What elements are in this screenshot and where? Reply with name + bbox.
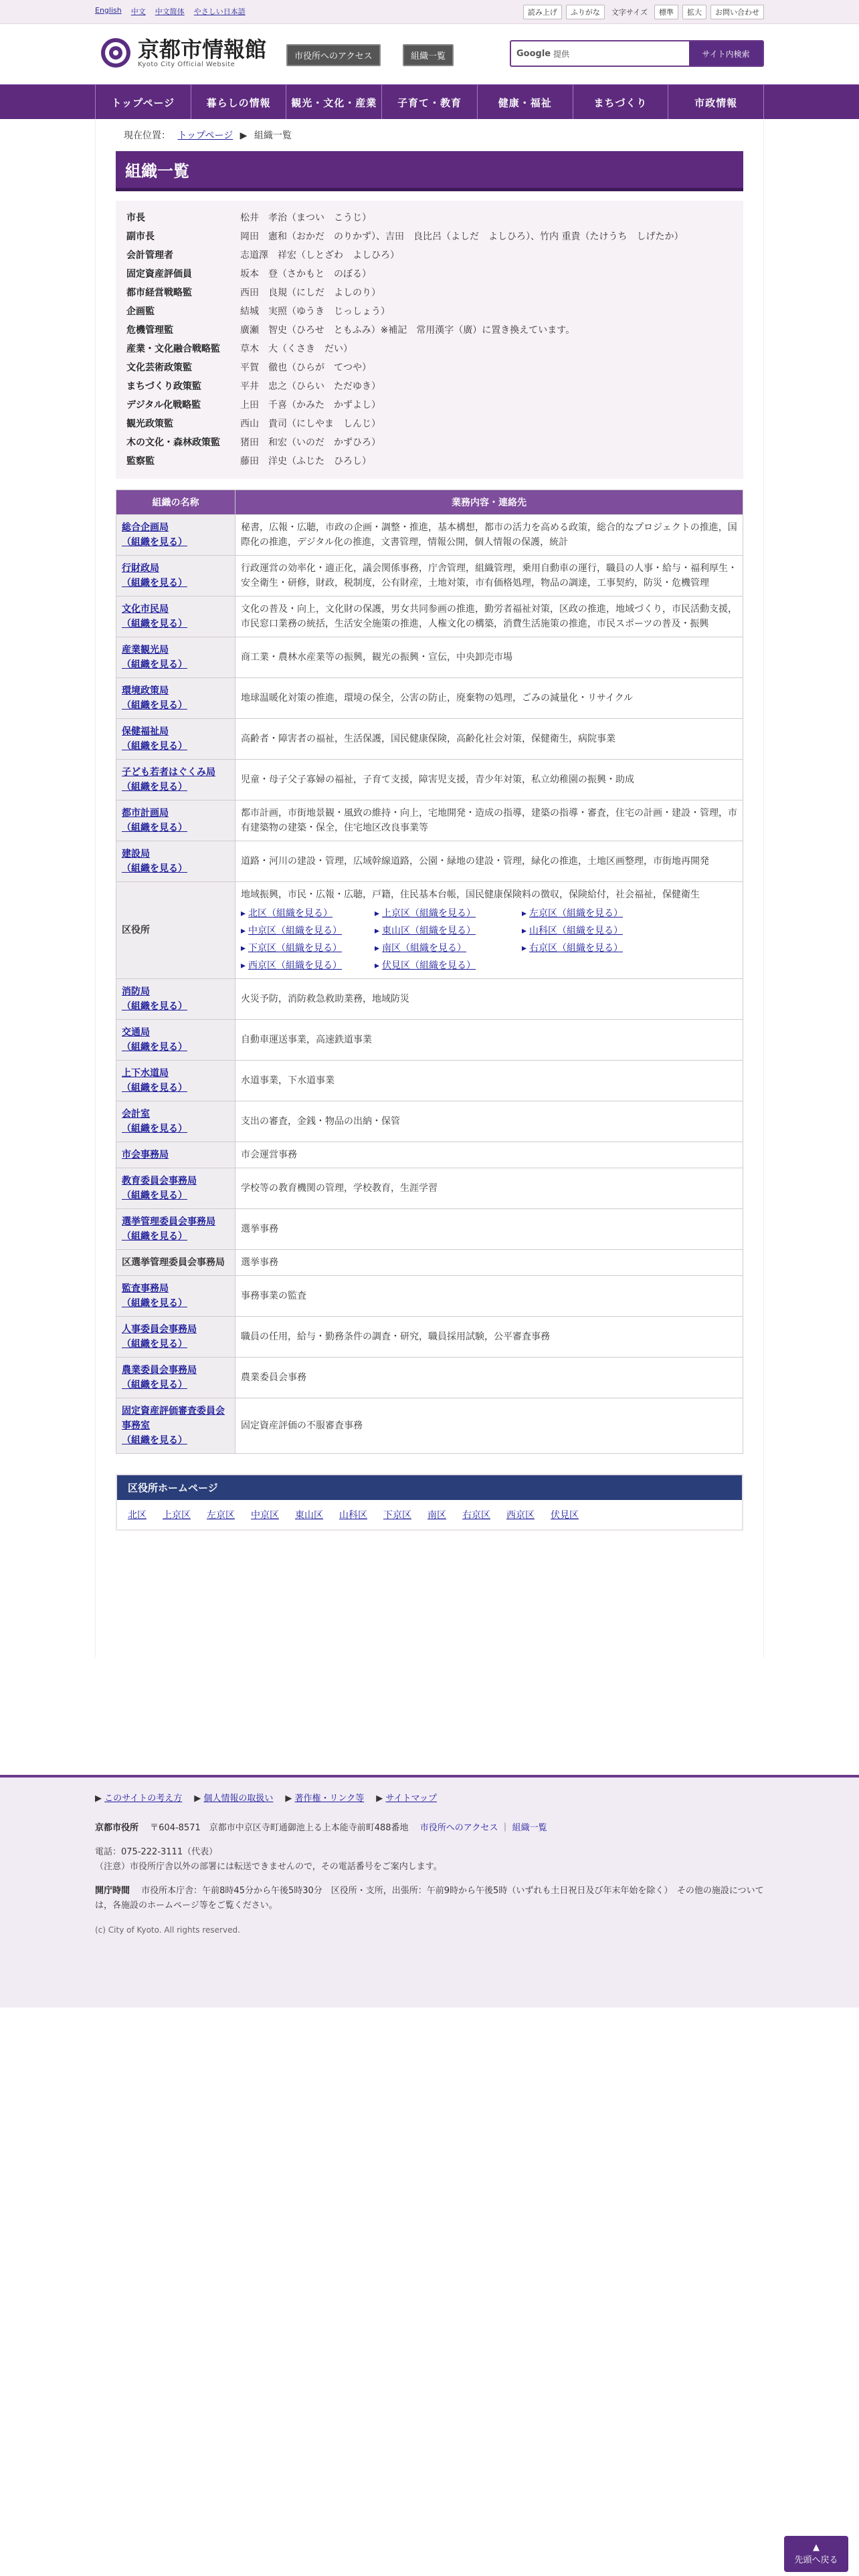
ward-homepage-box [116,1474,743,1531]
ward-link[interactable]: 左京区（組織を見る） [529,908,624,919]
org-name-cell [116,841,235,882]
font-size-standard-button[interactable]: 標準 [654,5,678,19]
officer-title: 監察監 [126,456,155,467]
footer-hours-text: 市役所本庁舎：午前8時45分から午後5時30分 区役所・支所，出張所：午前9時から午後5時（いずれも土日祝日及び年末年始を除く） その他の施設については，各施設のホームページ等をご覧ください。 [95,1886,764,1911]
arrow-right-icon: ▸ [522,908,527,919]
org-desc-cell [235,800,743,841]
back-to-top-label: 先頭へ戻る [794,2555,838,2565]
org-desc: 火災予防，消防救急救助業務，地域防災 [241,994,409,1004]
org-name-cell [116,1276,235,1317]
officer-name: 坂本 登（さかもと のぼる） [240,269,371,280]
table-row [116,1101,743,1142]
footer-links [95,1791,764,1804]
ward-item [375,906,522,921]
officer-name: 上田 千喜（かみた かずよし） [240,400,381,411]
ward-item [522,941,656,956]
org-desc: 高齢者・障害者の福祉，生活保護，国民健康保険，高齢化社会対策，保健衛生，病院事業 [241,734,615,744]
org-desc-cell [235,1276,743,1317]
footer-hours [95,1884,764,1913]
officer-row [126,415,733,433]
arrow-right-icon: ▸ [522,943,527,954]
org-desc-cell [235,1209,743,1250]
back-to-top-button[interactable] [784,2536,848,2572]
google-label: Google [516,48,551,59]
ward-item [375,941,522,956]
org-desc: 地球温暖化対策の推進，環境の保全，公害の防止，廃棄物の処理，ごみの減量化・リサイクル [241,693,634,704]
org-desc-cell [235,597,743,637]
table-row [116,1358,743,1398]
ward-box-title: 区役所ホームページ [117,1475,742,1500]
org-view-link[interactable]: （組織を見る） [122,863,187,874]
officer-name: 平井 忠之（ひらい ただゆき） [240,381,381,392]
ward-link[interactable]: 北区（組織を見る） [248,908,333,919]
ward-link[interactable]: 下京区（組織を見る） [248,943,343,954]
org-name-link[interactable]: 固定資産評価審査委員会事務室 [122,1406,225,1431]
site-search [510,40,764,67]
org-view-link[interactable]: （組織を見る） [122,1380,187,1390]
org-table [116,490,743,1454]
ward-grid [241,906,737,973]
accessibility-tools [523,5,764,19]
ward-links [117,1500,742,1529]
org-name-cell [116,1168,235,1209]
org-desc: 道路・河川の建設・管理，広域幹線道路，公園・緑地の建設・管理，緑化の推進，土地区画整理，市街地再開発 [241,856,709,867]
officer-title: 市長 [126,213,145,223]
org-desc: 固定資産評価の不服審査事務 [241,1420,363,1431]
org-desc-cell [235,515,743,556]
officer-name: 草木 大（くさき だい） [240,344,353,354]
officer-row [126,452,733,471]
org-desc-cell [235,719,743,760]
site-title: 京都市情報館 [138,36,267,62]
org-desc-cell [235,882,743,979]
nav-item-city-info[interactable]: 市政情報 [668,85,764,120]
officer-row [126,340,733,358]
arrow-right-icon: ▸ [241,960,246,971]
arrow-right-icon: ▸ [375,926,380,936]
org-desc-cell [235,1061,743,1101]
footer-link-sitemap-text[interactable]: サイトマップ [385,1794,437,1804]
column-header-name: 組織の名称 [116,490,235,515]
org-name-cell [116,1101,235,1142]
ward-link[interactable]: 中京区（組織を見る） [248,926,343,936]
nav-item-top[interactable]: トップページ [95,85,191,120]
org-name-link[interactable]: 選挙管理委員会事務局 [122,1216,215,1227]
table-row [116,1142,743,1168]
footer-hours-label: 開庁時間 [95,1886,130,1896]
org-desc: 自動車運送事業，高速鉄道事業 [241,1035,372,1045]
org-view-link[interactable]: （組織を見る） [122,823,187,833]
officer-name: 廣瀬 智史（ひろせ ともふみ）※補記 常用漢字（廣）に置き換えています。 [240,325,575,336]
ward-link[interactable]: 山科区（組織を見る） [529,926,624,936]
org-name-link[interactable]: 消防局 [122,986,150,997]
officer-title: 文化芸術政策監 [126,362,192,373]
table-row [116,1020,743,1061]
table-row [116,1317,743,1358]
breadcrumb-current: 組織一覧 [254,130,292,141]
org-name-cell [116,800,235,841]
ward-homepage-link[interactable]: 中京区 [251,1510,279,1521]
arrow-right-icon: ▸ [241,943,246,954]
org-view-link[interactable]: （組織を見る） [122,537,187,548]
org-desc: 事務事業の監査 [241,1291,306,1301]
org-view-link[interactable]: （組織を見る） [122,619,187,629]
top-utility-bar [0,0,859,24]
nav-item-living[interactable]: 暮らしの情報 [191,85,287,120]
ward-item [241,958,375,973]
officer-row [126,209,733,227]
officers-list [116,201,743,479]
org-desc: 支出の審査，金銭・物品の出納・保管 [241,1116,400,1127]
officer-name: 藤田 洋史（ふじた ひろし） [240,456,371,467]
officer-row [126,302,733,321]
ward-homepage-link[interactable]: 北区 [128,1510,147,1521]
footer-link-policy-text[interactable]: このサイトの考え方 [104,1794,183,1804]
officer-title: 木の文化・森林政策監 [126,437,220,448]
table-row [116,979,743,1020]
table-row [116,841,743,882]
footer-link-copyright-text[interactable]: 著作権・リンク等 [294,1794,365,1804]
org-name-link[interactable]: 総合企画局 [122,522,169,533]
org-name-cell [116,1317,235,1358]
footer-link-copyright[interactable]: ▶ 著作権・リンク等 [285,1794,365,1804]
officer-name: 岡田 憲和（おかだ のりかず）、吉田 良比呂（よしだ よしひろ）、竹内 重貴（たけうち しげたか） [240,231,684,242]
footer-org-name: 京都市役所 [95,1823,139,1833]
footer-tel-block [95,1845,764,1874]
page-title: 組織一覧 [116,151,743,191]
footer-tel: 電話：075-222-3111（代表） [95,1847,218,1857]
main-content [95,119,764,1657]
officer-title: 副市長 [126,231,155,242]
ward-homepage-link[interactable]: 伏見区 [551,1510,579,1521]
arrow-right-icon: ▸ [241,926,246,936]
org-desc-cell [235,760,743,800]
footer-access-link[interactable]: 市役所へのアクセス [419,1823,498,1833]
nav-item-tourism[interactable]: 観光・文化・産業 [286,85,382,120]
table-row [116,1398,743,1454]
table-row [116,719,743,760]
org-view-link[interactable]: （組織を見る） [122,1298,187,1309]
org-name-cell [116,1209,235,1250]
org-name-cell [116,1061,235,1101]
arrow-right-icon: ▸ [375,960,380,971]
table-row [116,1276,743,1317]
arrow-up-icon: ▲ [813,2543,820,2553]
org-name-link[interactable]: 市会事務局 [122,1150,169,1160]
org-name-cell [116,1250,235,1276]
font-size-label: 文字サイズ [611,8,648,17]
org-desc: 地域振興，市民・広報・広聴，戸籍，住民基本台帳，国民健康保険料の徴収，保険給付，社会福祉，保健衛生 [241,889,700,900]
officer-row [126,321,733,340]
org-view-link[interactable]: （組織を見る） [122,1435,187,1446]
ward-link[interactable]: 南区（組織を見る） [382,943,467,954]
officer-title: 都市経営戦略監 [126,288,192,298]
org-view-link[interactable]: （組織を見る） [122,1083,187,1093]
org-desc-cell [235,979,743,1020]
officer-name: 結城 実照（ゆうき じっしょう） [240,306,390,317]
table-row [116,1209,743,1250]
arrow-right-icon: ▸ [241,908,246,919]
arrow-right-icon: ▸ [522,926,527,936]
org-name-link[interactable]: 会計室 [122,1109,150,1119]
arrow-right-icon: ▸ [375,908,380,919]
officer-row [126,396,733,415]
ward-link[interactable]: 右京区（組織を見る） [529,943,624,954]
org-view-link[interactable]: （組織を見る） [122,1190,187,1201]
officer-name: 松井 孝治（まつい こうじ） [240,213,371,223]
lang-link-zh[interactable]: 中文 [130,7,146,16]
org-desc: 学校等の教育機関の管理，学校教育，生涯学習 [241,1183,438,1194]
ward-homepage-link[interactable]: 東山区 [295,1510,323,1521]
ward-item [522,906,656,921]
ward-link[interactable]: 東山区（組織を見る） [382,926,476,936]
org-desc-cell [235,1101,743,1142]
officer-row [126,227,733,246]
officer-title: 危機管理監 [126,325,173,336]
org-desc: 都市計画，市街地景観・風致の維持・向上，宅地開発・造成の指導，建築の指導・審査，住宅の計画・建設・管理，市有建築物の建築・保全，住宅地区改良事業等 [241,808,737,833]
officer-row [126,433,733,452]
org-desc: 児童・母子父子寡婦の福祉，子育て支援，障害児支援，青少年対策，私立幼稚園の振興・助成 [241,774,634,785]
org-view-link[interactable]: （組織を見る） [122,578,187,588]
ward-item [241,924,375,938]
officer-name: 志道澤 祥宏（しとざわ よしひろ） [240,250,399,261]
org-name-link[interactable]: 行財政局 [122,563,159,574]
ward-homepage-link[interactable]: 右京区 [462,1510,490,1521]
ward-item [241,906,375,921]
nav-item-health[interactable]: 健康・福祉 [478,85,573,120]
org-name-link[interactable]: 交通局 [122,1027,150,1038]
org-name-cell [116,556,235,597]
org-name-link[interactable]: 保健福祉局 [122,726,169,737]
org-desc-cell [235,841,743,882]
org-view-link[interactable]: （組織を見る） [122,1042,187,1053]
officer-title: 固定資産評価員 [126,269,192,280]
org-name-cell [116,637,235,678]
table-row [116,556,743,597]
ward-link[interactable]: 上京区（組織を見る） [382,908,476,919]
ward-item [522,924,656,938]
org-desc: 選挙事務 [241,1257,278,1268]
footer-link-policy[interactable]: ▶ このサイトの考え方 [95,1794,183,1804]
ward-item [375,958,522,973]
global-nav [0,84,859,119]
footer-note: （注意）市役所庁舎以外の部署には転送できませんので，その電話番号をご案内します。 [95,1862,442,1872]
search-button[interactable]: サイト内検索 [689,41,763,66]
org-name-link[interactable]: 環境政策局 [122,685,169,696]
org-name-cell [116,1398,235,1454]
org-name-link[interactable]: 建設局 [122,849,150,859]
officer-row [126,377,733,396]
breadcrumb-label: 現在位置： [124,130,171,141]
org-view-link[interactable]: （組織を見る） [122,1123,187,1134]
table-row [116,800,743,841]
org-name-cell [116,515,235,556]
org-view-link[interactable]: （組織を見る） [122,782,187,792]
nav-item-town[interactable]: まちづくり [573,85,669,120]
officer-row [126,358,733,377]
org-name-link[interactable]: 産業観光局 [122,645,169,655]
org-name-cell [116,1358,235,1398]
ward-homepage-link[interactable]: 下京区 [383,1510,411,1521]
officer-row [126,265,733,284]
search-placeholder: 提供 [553,49,570,59]
footer-link-sitemap[interactable]: ▶ サイトマップ [376,1794,437,1804]
breadcrumb [116,119,743,147]
table-row [116,1168,743,1209]
nav-item-childcare[interactable]: 子育て・教育 [382,85,478,120]
officer-title: 観光政策監 [126,419,173,429]
org-name-link[interactable]: 農業委員会事務局 [122,1365,197,1376]
org-desc-cell [235,1358,743,1398]
org-name-cell [116,597,235,637]
org-desc: 市会運営事務 [241,1150,297,1160]
officer-name: 平賀 徹也（ひらが てつや） [240,362,371,373]
read-aloud-button[interactable]: 読み上げ [523,5,562,19]
table-row [116,597,743,637]
org-desc-cell [235,1142,743,1168]
org-name-link[interactable]: 子ども若者はぐくみ局 [122,767,215,778]
arrow-right-icon: ▸ [375,943,380,954]
breadcrumb-home-link[interactable]: トップページ [177,130,233,141]
search-input[interactable] [511,41,689,66]
font-size-large-button[interactable]: 拡大 [682,5,706,19]
breadcrumb-separator: ▶ [240,130,248,141]
table-row [116,1061,743,1101]
contact-button[interactable]: お問い合わせ [710,5,764,19]
org-view-link[interactable]: （組織を見る） [122,1231,187,1242]
org-name-link[interactable]: 都市計画局 [122,808,169,819]
org-desc: 文化の普及・向上，文化財の保護，男女共同参画の推進，勤労者福祉対策，区政の推進，地域づくり，市民活動支援，市民窓口業務の統括，生活安全施策の推進，人権文化の構築，消費生活施策の推進，市民スポーツの普及・振興 [241,604,737,629]
kyoto-seal-icon [100,37,131,68]
org-name-link[interactable]: 教育委員会事務局 [122,1176,197,1186]
table-row [116,678,743,719]
officer-title: 産業・文化融合戦略監 [126,344,220,354]
footer-address: 京都市役所 〒604-8571 京都市中京区寺町通御池上る上本能寺前町488番地 市役所へのアクセス ｜ 組織一覧 [95,1823,547,1833]
org-name-cell [116,1020,235,1061]
org-desc-cell [235,1317,743,1358]
lang-link-easy-japanese[interactable]: やさしい日本語 [193,7,246,16]
column-header-desc: 業務内容・連絡先 [235,490,743,515]
org-list-button[interactable]: 組織一覧 [403,44,454,66]
org-name-link[interactable]: 上下水道局 [122,1068,169,1079]
lang-link-zh-simplified[interactable]: 中文简体 [155,7,185,16]
officer-title: デジタル化戦略監 [126,400,201,411]
org-name: 区選挙管理委員会事務局 [122,1257,225,1268]
ward-homepage-link[interactable]: 西京区 [506,1510,535,1521]
officer-name: 猪田 和宏（いのだ かずひろ） [240,437,381,448]
table-row [116,637,743,678]
org-name-cell [116,678,235,719]
ward-homepage-link[interactable]: 山科区 [339,1510,367,1521]
org-view-link[interactable]: （組織を見る） [122,1001,187,1012]
officer-row [126,284,733,302]
org-name-link[interactable]: 文化市民局 [122,604,169,615]
officer-row [126,246,733,265]
org-name-link[interactable]: 監査事務局 [122,1283,169,1294]
ward-item [241,941,375,956]
org-desc: 職員の任用，給与・勤務条件の調査・研究，職員採用試験，公平審査事務 [241,1331,550,1342]
org-desc-cell [235,637,743,678]
org-desc-cell [235,556,743,597]
org-desc: 水道事業，下水道事業 [241,1075,335,1086]
copyright: (c) City of Kyoto. All rights reserved. [95,1925,240,1935]
org-desc-cell [235,1020,743,1061]
ward-homepage-link[interactable]: 左京区 [207,1510,235,1521]
officer-title: 会計管理者 [126,250,173,261]
org-name-cell [116,1142,235,1168]
org-name-cell [116,979,235,1020]
org-desc: 商工業・農林水産業等の振興，観光の振興・宣伝，中央卸売市場 [241,652,512,663]
footer-org-link[interactable]: 組織一覧 [512,1823,547,1833]
org-view-link[interactable]: （組織を見る） [122,700,187,711]
org-name-cell [116,760,235,800]
org-name-cell [116,719,235,760]
org-view-link[interactable]: （組織を見る） [122,741,187,752]
org-name: 区役所 [122,925,150,936]
org-name-cell [116,882,235,979]
language-links [95,6,246,17]
ward-link[interactable]: 西京区（組織を見る） [248,960,343,971]
ward-item [375,924,522,938]
furigana-button[interactable]: ふりがな [566,5,605,19]
table-row [116,515,743,556]
table-row [116,1250,743,1276]
org-name-link[interactable]: 人事委員会事務局 [122,1324,197,1335]
site-header [0,24,859,84]
org-desc-cell [235,1398,743,1454]
table-row [116,882,743,979]
site-subtitle: Kyoto City Official Website [138,60,235,68]
org-desc: 秘書，広報・広聴，市政の企画・調整・推進，基本構想，都市の活力を高める政策，総合的なプロジェクトの推進，国際化の推進，デジタル化の推進，文書管理，情報公開，個人情報の保護，統計 [241,522,737,548]
ward-homepage-link[interactable]: 上京区 [163,1510,191,1521]
access-button[interactable]: 市役所へのアクセス [286,44,381,66]
site-footer [0,1775,859,2008]
site-logo[interactable] [100,37,266,68]
table-row [116,760,743,800]
officer-title: まちづくり政策監 [126,381,201,392]
lang-link-english[interactable]: English [95,6,122,15]
footer-address-text: 〒604-8571 京都市中京区寺町通御池上る上本能寺前町488番地 [150,1823,409,1833]
footer-link-privacy[interactable]: ▶ 個人情報の取扱い [194,1794,274,1804]
officer-name: 西山 貴司（にしやま しんじ） [240,419,381,429]
table-header-row [116,490,743,515]
org-view-link[interactable]: （組織を見る） [122,659,187,670]
org-desc-cell [235,1168,743,1209]
org-view-link[interactable]: （組織を見る） [122,1339,187,1350]
ward-link[interactable]: 伏見区（組織を見る） [382,960,476,971]
officer-name: 西田 良規（にしだ よしのり） [240,288,381,298]
officer-title: 企画監 [126,306,155,317]
org-desc-cell [235,678,743,719]
ward-homepage-link[interactable]: 南区 [427,1510,446,1521]
org-desc: 選挙事務 [241,1224,278,1235]
org-desc: 行政運営の効率化・適正化，議会関係事務，庁舎管理，組織管理，乗用自動車の運行，職員の人事・給与・福利厚生・安全衛生・研修，財政，税制度，公有財産，土地対策，市有価格処理，物品の調達，工事契約，防災・危機管理 [241,563,737,588]
org-desc-cell [235,1250,743,1276]
footer-link-privacy-text[interactable]: 個人情報の取扱い [203,1794,274,1804]
org-desc: 農業委員会事務 [241,1372,306,1383]
